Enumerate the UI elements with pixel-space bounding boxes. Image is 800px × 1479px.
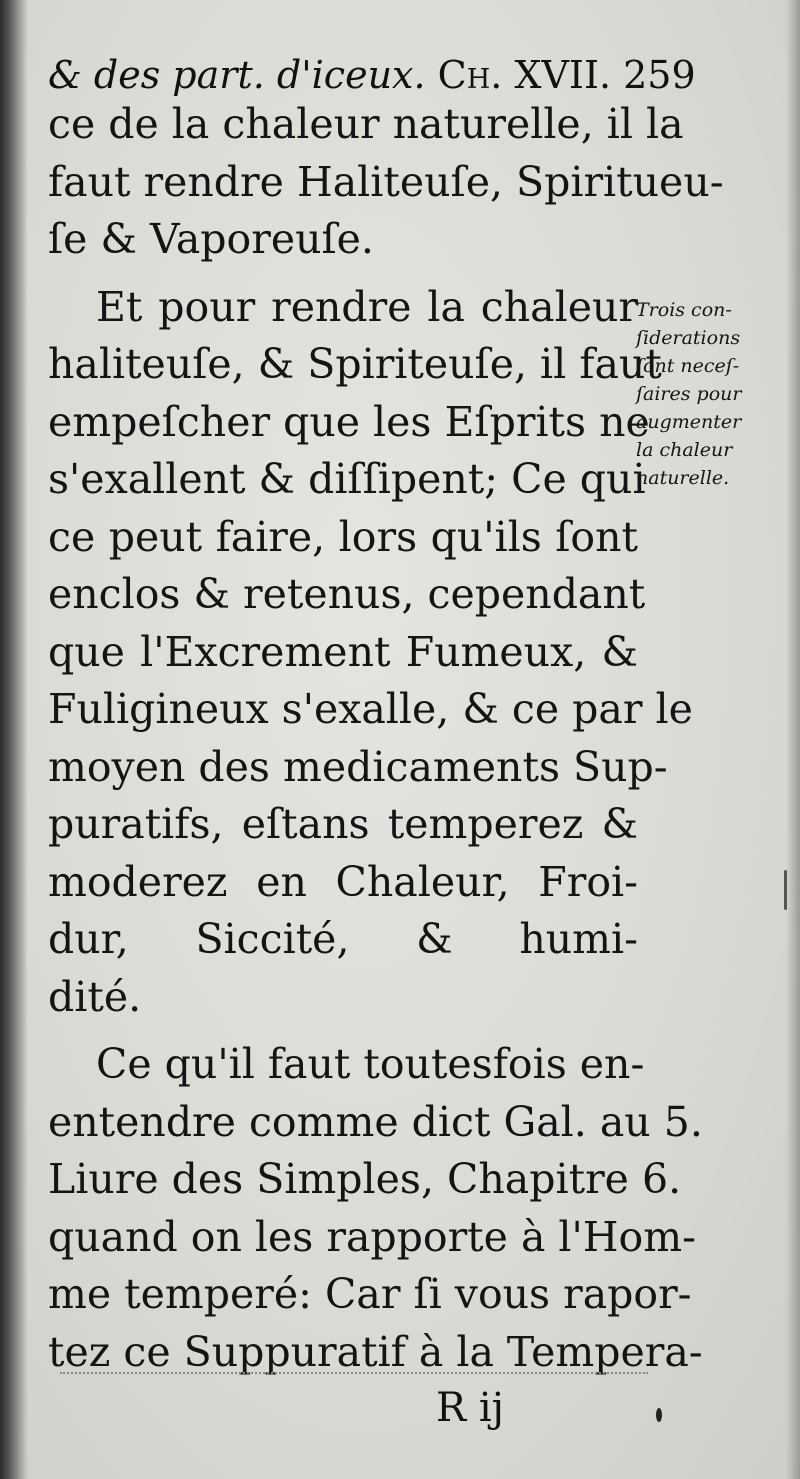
text-line: Fuligineux s'exalle, & ce par le xyxy=(48,685,693,733)
margin-note-line: la chaleur xyxy=(636,439,733,461)
text-line: empeſcher que les Eſprits ne xyxy=(48,397,650,446)
paragraph-gap xyxy=(48,269,638,279)
page-edge-shadow xyxy=(786,0,800,1479)
text-line: quand on les rapporte à l'Hom- xyxy=(48,1212,696,1261)
bottom-rule xyxy=(60,1372,648,1374)
text-line: Ce qu'il faut toutesfois en- xyxy=(96,1040,645,1088)
page-gutter-shadow xyxy=(0,0,28,1479)
chapter-label: Ch. XVII. xyxy=(437,53,612,97)
text-line: ſe & Vaporeuſe. xyxy=(48,215,374,263)
signature-mark: R ij xyxy=(436,1385,505,1431)
running-title: & des part. d'iceux. xyxy=(48,53,426,97)
ink-speck xyxy=(784,870,787,910)
margin-note-line: ſaires pour xyxy=(636,383,742,405)
text-line: s'exallent & diſſipent; Ce qui xyxy=(48,455,646,503)
paragraph-gap xyxy=(48,1026,638,1036)
margin-note xyxy=(636,296,796,492)
text-line: dité. xyxy=(48,972,142,1021)
text-line: moderez en Chaleur, Froi- xyxy=(48,857,638,906)
margin-note-line: ſiderations xyxy=(636,327,741,349)
text-line: puratifs, eſtans temperez & xyxy=(48,800,638,848)
margin-note-line: ſont neceſ- xyxy=(636,355,740,377)
text-line: Liure des Simples, Chapitre 6. xyxy=(48,1155,682,1203)
margin-note-line: Trois con- xyxy=(636,299,732,321)
text-line: Et pour rendre la chaleur xyxy=(96,282,638,331)
ink-speck xyxy=(656,1408,662,1422)
margin-note-line: naturelle. xyxy=(636,467,730,489)
text-line: haliteuſe, & Spiriteuſe, il faut xyxy=(48,340,662,388)
text-line: que l'Excrement Fumeux, & xyxy=(48,627,638,676)
text-line: me temperé: Car ſi vous rapor- xyxy=(48,1270,692,1318)
text-line: tez ce Suppuratif à la Tempera- xyxy=(48,1327,703,1376)
page-number: 259 xyxy=(623,53,696,97)
text-line: faut rendre Haliteuſe, Spiritueu- xyxy=(48,157,724,206)
margin-note-line: augmenter xyxy=(636,411,742,433)
text-line: dur, Siccité, & humi- xyxy=(48,915,638,963)
text-line: ce peut faire, lors qu'ils ſont xyxy=(48,512,638,561)
text-line: moyen des medicaments Sup- xyxy=(48,742,668,791)
text-line: entendre comme dict Gal. au 5. xyxy=(48,1097,703,1146)
text-line: enclos & retenus, cependant xyxy=(48,570,646,618)
text-line: ce de la chaleur naturelle, il la xyxy=(48,100,684,148)
